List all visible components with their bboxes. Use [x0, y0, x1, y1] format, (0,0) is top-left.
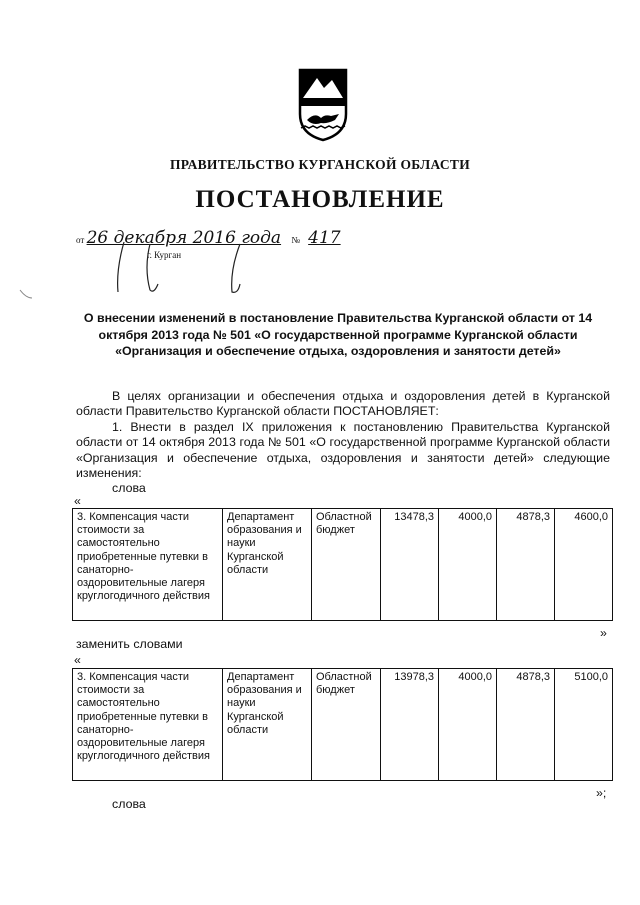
- year2-cell: 4878,3: [497, 509, 555, 621]
- number-label: №: [291, 235, 300, 245]
- year3-cell: 5100,0: [555, 669, 613, 781]
- source-cell: Областной бюджет: [312, 669, 381, 781]
- year2-cell: 4878,3: [497, 669, 555, 781]
- words-label: слова: [112, 481, 146, 495]
- replace-label: заменить словами: [76, 637, 183, 651]
- coat-of-arms-icon: [297, 68, 349, 142]
- total-cell: 13978,3: [381, 669, 439, 781]
- decree-number: 417: [308, 228, 341, 248]
- source-cell: Областной бюджет: [312, 509, 381, 621]
- open-quote: «: [74, 494, 81, 508]
- table-row: [73, 509, 613, 621]
- year1-cell: 4000,0: [439, 509, 497, 621]
- executor-cell: Департамент образования и науки Курганской области: [223, 509, 312, 621]
- document-type: ПОСТАНОВЛЕНИЕ: [195, 186, 445, 213]
- from-label: от: [76, 235, 85, 245]
- total-cell: 13478,3: [381, 509, 439, 621]
- activity-cell: 3. Компенсация части стоимости за самостоятельно приобретенные путевки в санаторно-оздоровительные лагеря круглогодичного действия: [73, 509, 223, 621]
- open-quote-2: «: [74, 653, 81, 667]
- stray-mark: [18, 288, 34, 300]
- document-title: О внесении изменений в постановление Правительства Курганской области от 14 октября 2013 года № 501 «О государственной программе Курганской области «Организация и обеспечение отдыха, оздоровления и занятости детей»: [83, 311, 593, 358]
- old-row-table: [72, 508, 613, 621]
- year1-cell: 4000,0: [439, 669, 497, 781]
- intro-paragraph: В целях организации и обеспечения отдыха и оздоровления детей в Курганской области Правительство Курганской области ПОСТАНОВЛЯЕТ:: [76, 389, 610, 419]
- handwriting-strokes: [80, 240, 250, 296]
- table-row: [73, 669, 613, 781]
- new-row-table: [72, 668, 613, 781]
- city-label: г. Курган: [147, 250, 182, 260]
- decree-date: 26 декабря 2016 года: [86, 228, 282, 248]
- item-1-paragraph: 1. Внести в раздел IX приложения к постановлению Правительства Курганской области от 14 октября 2013 года № 501 «О государственной программе Курганской области «Организация и обеспечение отдыха, оздоровления и занятости детей» следующие изменения:: [76, 420, 610, 481]
- words-label-2: слова: [112, 797, 146, 811]
- close-quote: »: [600, 626, 607, 640]
- activity-cell: 3. Компенсация части стоимости за самостоятельно приобретенные путевки в санаторно-оздоровительные лагеря круглогодичного действия: [73, 669, 223, 781]
- executor-cell: Департамент образования и науки Курганской области: [223, 669, 312, 781]
- government-name: ПРАВИТЕЛЬСТВО КУРГАНСКОЙ ОБЛАСТИ: [169, 157, 471, 172]
- close-quote-semicolon: »;: [596, 786, 607, 800]
- year3-cell: 4600,0: [555, 509, 613, 621]
